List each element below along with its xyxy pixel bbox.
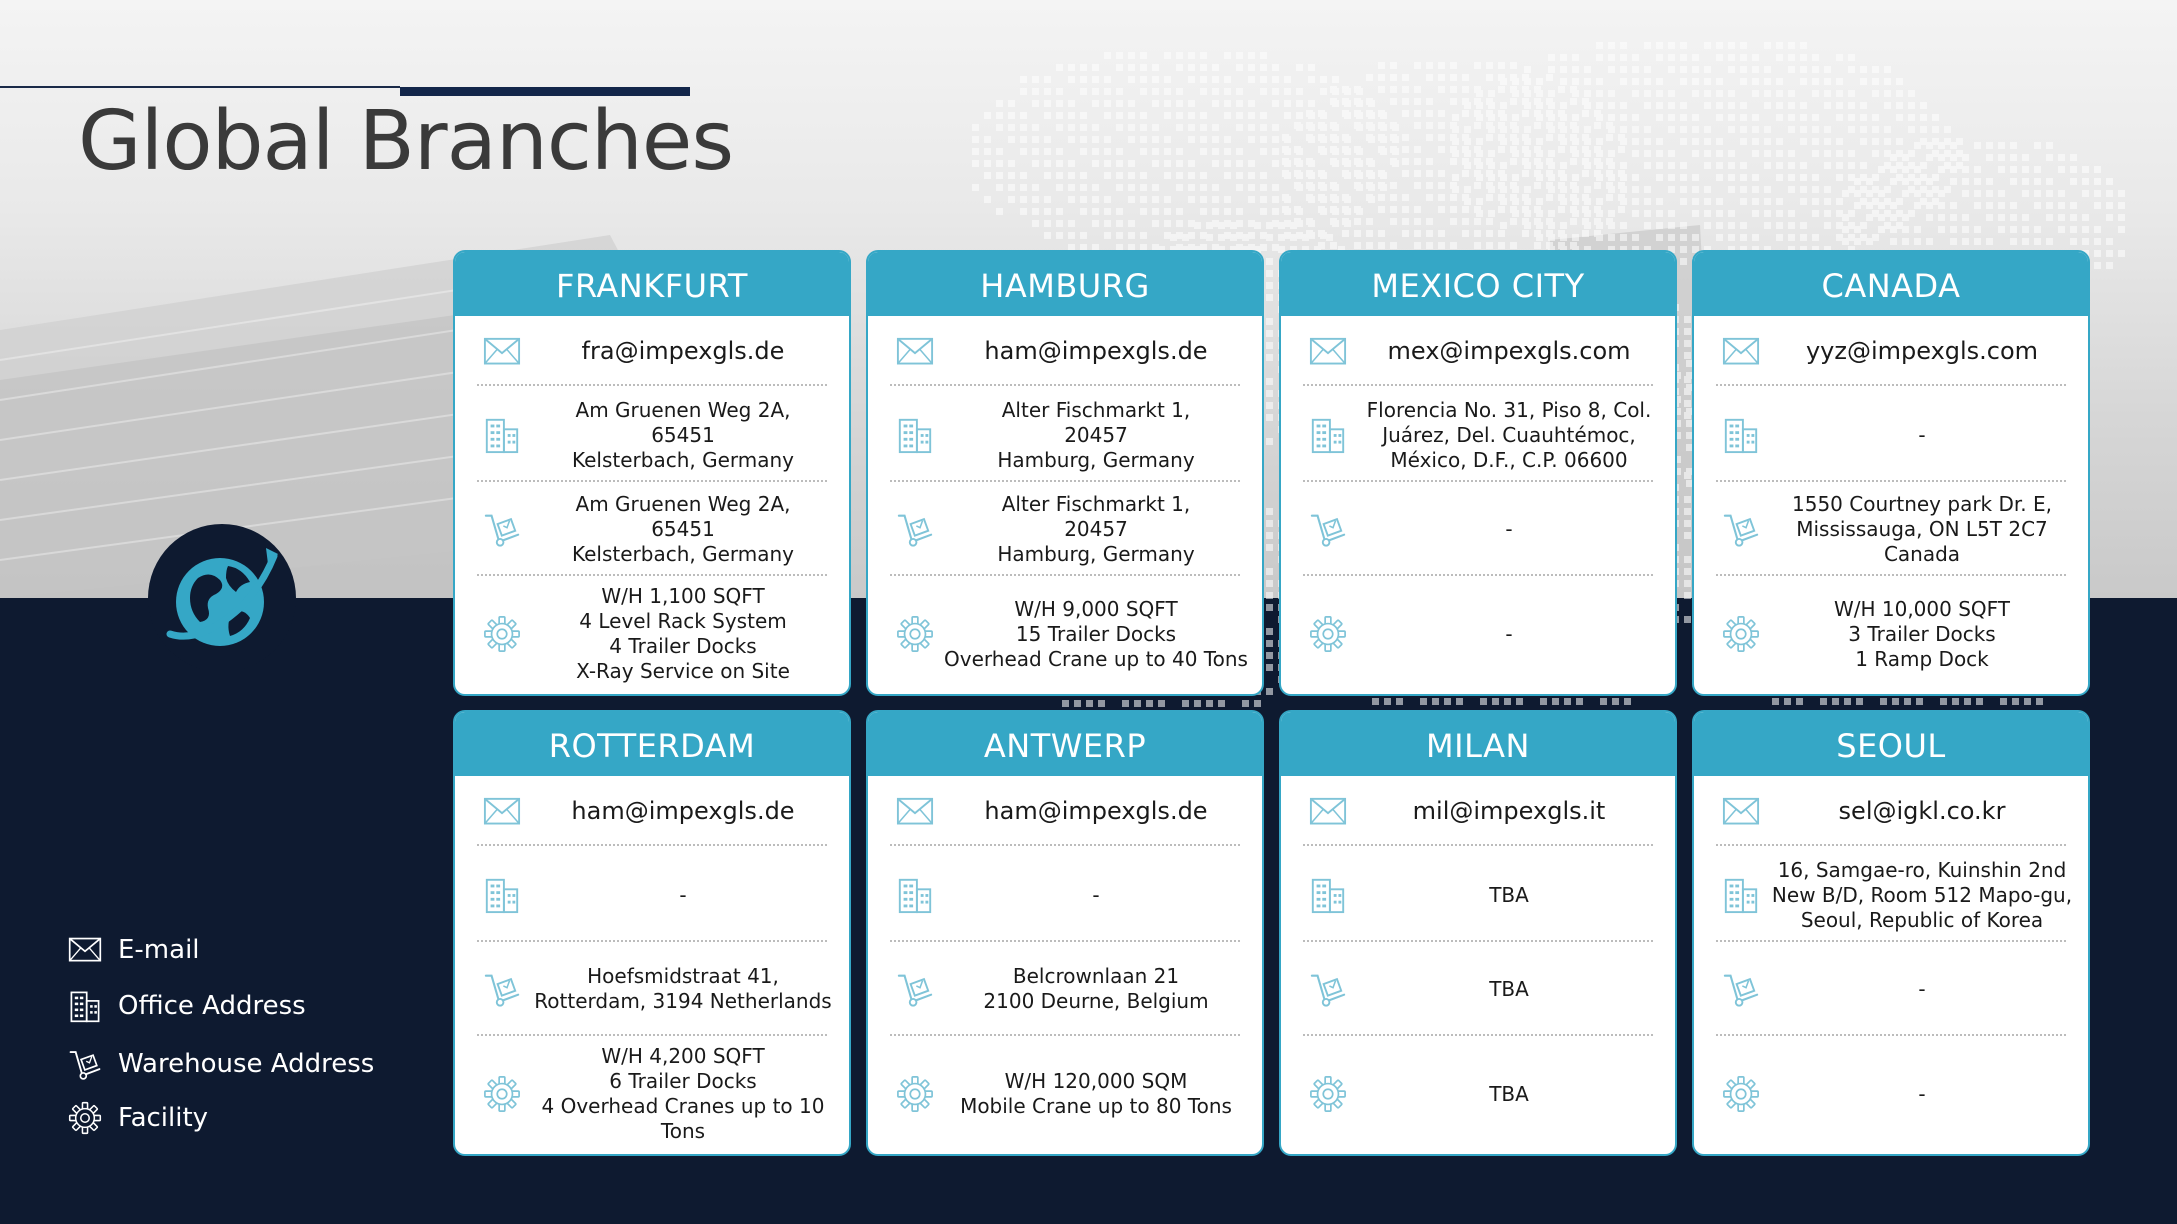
branch-card-antwerp — [866, 710, 1264, 1156]
branch-city: FRANKFURT — [455, 252, 849, 316]
branch-facility-row — [868, 576, 1262, 692]
envelope-icon — [68, 930, 112, 970]
gear-icon — [1305, 611, 1351, 657]
row-divider — [1716, 384, 2066, 386]
hand-truck-icon — [1718, 506, 1764, 552]
branch-city: ANTWERP — [868, 712, 1262, 776]
branch-city: CANADA — [1694, 252, 2088, 316]
branch-city: SEOUL — [1694, 712, 2088, 776]
branch-email[interactable]: ham@impexgls.de — [571, 797, 795, 825]
branch-card-mexico-city — [1279, 250, 1677, 696]
branch-warehouse: TBA — [1489, 976, 1529, 1001]
building-icon — [1718, 872, 1764, 918]
title-rule — [0, 86, 400, 88]
branch-warehouse-row — [1694, 942, 2088, 1036]
row-divider — [890, 384, 1240, 386]
legend-label: Facility — [118, 1103, 209, 1133]
globe-badge — [148, 524, 296, 672]
gear-icon — [1718, 611, 1764, 657]
envelope-icon — [479, 328, 525, 374]
branch-card-frankfurt — [453, 250, 851, 696]
branch-office: - — [1918, 422, 1926, 447]
branch-office: - — [1092, 882, 1100, 907]
branch-facility: TBA — [1489, 1081, 1529, 1106]
building-icon — [892, 412, 938, 458]
gear-icon — [1305, 1071, 1351, 1117]
hand-truck-icon — [479, 966, 525, 1012]
envelope-icon — [479, 788, 525, 834]
branch-office-row — [455, 388, 849, 482]
branch-facility-row — [455, 1036, 849, 1152]
envelope-icon — [892, 328, 938, 374]
gear-icon — [68, 1098, 112, 1138]
legend-label: E-mail — [118, 935, 200, 965]
branch-card-canada — [1692, 250, 2090, 696]
branch-card-milan — [1279, 710, 1677, 1156]
branch-facility-row — [1281, 576, 1675, 692]
branch-facility: - — [1505, 621, 1513, 646]
branch-facility-row — [868, 1036, 1262, 1152]
building-icon — [479, 412, 525, 458]
branch-facility: W/H 120,000 SQM Mobile Crane up to 80 Tons — [960, 1069, 1232, 1118]
branch-email[interactable]: ham@impexgls.de — [984, 337, 1208, 365]
branch-email-row — [1281, 776, 1675, 846]
branch-card-hamburg — [866, 250, 1264, 696]
branch-facility: W/H 9,000 SQFT 15 Trailer Docks Overhead Crane up to 40 Tons — [944, 596, 1248, 671]
branch-email-row — [455, 776, 849, 846]
envelope-icon — [1305, 788, 1351, 834]
envelope-icon — [1718, 328, 1764, 374]
branch-facility-row — [1694, 576, 2088, 692]
branch-email-row — [1694, 776, 2088, 846]
building-icon — [892, 872, 938, 918]
row-divider — [1716, 844, 2066, 846]
branch-office: Alter Fischmarkt 1, 20457 Hamburg, Germany — [997, 397, 1195, 472]
row-divider — [1303, 384, 1653, 386]
hand-truck-icon — [68, 1044, 112, 1084]
branch-office: TBA — [1489, 882, 1529, 907]
branch-warehouse-row — [1281, 482, 1675, 576]
page-title: Global Branches — [78, 94, 734, 189]
branch-warehouse: - — [1918, 976, 1926, 1001]
envelope-icon — [892, 788, 938, 834]
branch-warehouse: Belcrownlaan 21 2100 Deurne, Belgium — [983, 964, 1209, 1013]
building-icon — [68, 986, 112, 1026]
branch-office-row — [1281, 848, 1675, 942]
branch-city: HAMBURG — [868, 252, 1262, 316]
legend-label: Warehouse Address — [118, 1049, 375, 1079]
legend-label: Office Address — [118, 991, 306, 1021]
branch-email-row — [455, 316, 849, 386]
branch-warehouse-row — [1281, 942, 1675, 1036]
branch-card-seoul — [1692, 710, 2090, 1156]
branch-office-row — [868, 848, 1262, 942]
branch-warehouse-row — [868, 942, 1262, 1036]
legend-item — [68, 1044, 374, 1084]
gear-icon — [479, 611, 525, 657]
branch-office-row — [1694, 388, 2088, 482]
branch-warehouse-row — [455, 942, 849, 1036]
legend-item — [68, 986, 306, 1026]
branch-city: ROTTERDAM — [455, 712, 849, 776]
branch-office: - — [679, 882, 687, 907]
branch-email[interactable]: sel@igkl.co.kr — [1838, 797, 2006, 825]
building-icon — [1305, 412, 1351, 458]
building-icon — [479, 872, 525, 918]
branch-warehouse: Am Gruenen Weg 2A, 65451 Kelsterbach, Germany — [571, 491, 795, 566]
branch-city: MILAN — [1281, 712, 1675, 776]
branch-office: 16, Samgae-ro, Kuinshin 2nd New B/D, Room 512 Mapo-gu, Seoul, Republic of Korea — [1771, 857, 2073, 932]
branch-warehouse: Alter Fischmarkt 1, 20457 Hamburg, Germany — [997, 491, 1195, 566]
branch-warehouse: Hoefsmidstraat 41, Rotterdam, 3194 Netherlands — [534, 964, 832, 1013]
hand-truck-icon — [1305, 966, 1351, 1012]
branch-email[interactable]: fra@impexgls.de — [581, 337, 785, 365]
branch-email-row — [1694, 316, 2088, 386]
branch-facility: - — [1918, 1081, 1926, 1106]
branch-warehouse-row — [868, 482, 1262, 576]
legend-item — [68, 930, 200, 970]
branch-warehouse-row — [1694, 482, 2088, 576]
hand-truck-icon — [1305, 506, 1351, 552]
branch-email[interactable]: ham@impexgls.de — [984, 797, 1208, 825]
branch-facility: W/H 10,000 SQFT 3 Trailer Docks 1 Ramp Dock — [1833, 596, 2011, 671]
branch-email[interactable]: yyz@impexgls.com — [1805, 337, 2039, 365]
branch-warehouse: - — [1505, 516, 1513, 541]
legend-item — [68, 1098, 208, 1138]
gear-icon — [892, 1071, 938, 1117]
branch-city: MEXICO CITY — [1281, 252, 1675, 316]
building-icon — [1718, 412, 1764, 458]
branch-warehouse: 1550 Courtney park Dr. E, Mississauga, ON L5T 2C7 Canada — [1792, 491, 2052, 566]
branch-office: Florencia No. 31, Piso 8, Col. Juárez, Del. Cuauhtémoc, México, D.F., C.P. 06600 — [1366, 397, 1652, 472]
gear-icon — [892, 611, 938, 657]
envelope-icon — [1305, 328, 1351, 374]
branch-office-row — [868, 388, 1262, 482]
hand-truck-icon — [1718, 966, 1764, 1012]
gear-icon — [479, 1071, 525, 1117]
branch-facility: W/H 4,200 SQFT 6 Trailer Docks 4 Overhead Cranes up to 10 Tons — [541, 1044, 825, 1143]
branch-facility-row — [455, 576, 849, 692]
branch-facility-row — [1694, 1036, 2088, 1152]
branch-office-row — [1281, 388, 1675, 482]
hand-truck-icon — [892, 506, 938, 552]
branch-email-row — [868, 776, 1262, 846]
branch-office-row — [1694, 848, 2088, 942]
building-icon — [1305, 872, 1351, 918]
branch-card-rotterdam — [453, 710, 851, 1156]
envelope-icon — [1718, 788, 1764, 834]
branch-email-row — [1281, 316, 1675, 386]
gear-icon — [1718, 1071, 1764, 1117]
row-divider — [890, 844, 1240, 846]
row-divider — [477, 384, 827, 386]
hand-truck-icon — [892, 966, 938, 1012]
branch-email[interactable]: mex@impexgls.com — [1387, 337, 1631, 365]
branch-email[interactable]: mil@impexgls.it — [1412, 797, 1606, 825]
branch-warehouse-row — [455, 482, 849, 576]
row-divider — [1303, 844, 1653, 846]
row-divider — [477, 844, 827, 846]
branch-office-row — [455, 848, 849, 942]
branch-facility: W/H 1,100 SQFT 4 Level Rack System 4 Trailer Docks X-Ray Service on Site — [576, 584, 790, 683]
hand-truck-icon — [479, 506, 525, 552]
branch-office: Am Gruenen Weg 2A, 65451 Kelsterbach, Germany — [571, 397, 795, 472]
branch-facility-row — [1281, 1036, 1675, 1152]
branch-email-row — [868, 316, 1262, 386]
globe-icon — [162, 538, 282, 658]
